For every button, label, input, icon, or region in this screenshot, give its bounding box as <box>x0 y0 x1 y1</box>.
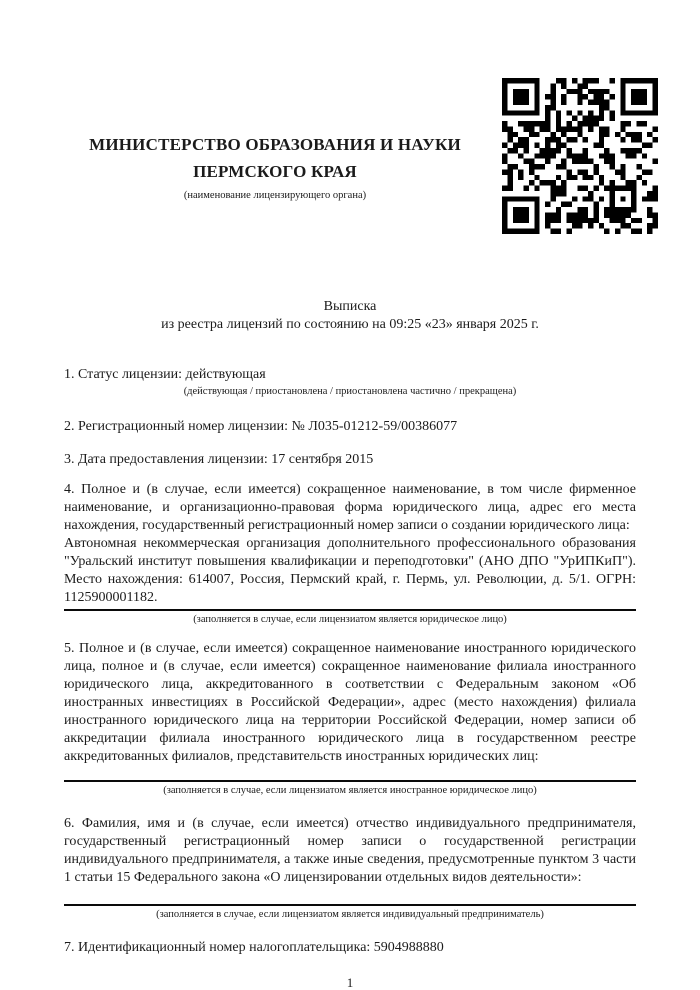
item-individual-entrepreneur <box>64 815 636 921</box>
item-license-status <box>64 366 636 398</box>
document-title-line1: Выписка <box>323 299 377 314</box>
ministry-name-line2: ПЕРМСКОГО КРАЯ <box>193 162 357 181</box>
ministry-note: (наименование лицензирующего органа) <box>183 190 367 201</box>
taxpayer-number-text: 7. Идентификационный номер налогоплательщика: 5904988880 <box>64 940 444 955</box>
item-foreign-entity <box>64 640 636 797</box>
item-taxpayer-number <box>64 939 636 957</box>
item-legal-entity <box>64 481 636 626</box>
foreign-entity-label: 5. Полное и (в случае, если имеется) сокращенное наименование иностранного юридического лица, полное и (в случае, если имеется) сокращенное наименование филиала иностранного юридического лица, аккредитованного в соответствии с Федеральным законом «Об иностранных инвестициях в Российской Федерации», адрес (место нахождения) филиала иностранного юридического лица на территории Российской Федерации, номер записи об аккредитации филиала иностранного юридического лица в государственном реестре аккредитованных филиалов, представительств иностранных юридических лиц: <box>64 641 636 764</box>
item-license-date <box>64 451 636 469</box>
legal-entity-value: Автономная некоммерческая организация дополнительного профессионального образования "Уральский институт повышения квалификации и переподготовки" (АНО ДПО "УрИПКиП"). Место нахождения: 614007, Россия, Пермский край, г. Пермь, ул. Революции, д. 5/1. ОГРН: 1125900001182. <box>64 536 636 605</box>
ministry-name-line1: МИНИСТЕРСТВО ОБРАЗОВАНИЯ И НАУКИ <box>89 135 461 154</box>
registration-number-text: 2. Регистрационный номер лицензии: № Л035-01212-59/00386077 <box>64 419 458 434</box>
document-title-line2: из реестра лицензий по состоянию на 09:25 «23» января 2025 г. <box>161 317 539 332</box>
foreign-entity-note: (заполняется в случае, если лицензиатом является иностранное юридическое лицо) <box>64 780 636 797</box>
document-title <box>64 298 636 334</box>
item-registration-number <box>64 418 636 436</box>
legal-entity-label: 4. Полное и (в случае, если имеется) сокращенное наименование, в том числе фирменное наименование, и организационно-правовая форма юридического лица, адрес его места нахождения, государственный регистрационный номер записи о создании юридического лица: <box>64 482 636 533</box>
license-status-text: 1. Статус лицензии: действующая <box>64 367 266 382</box>
individual-entrepreneur-label: 6. Фамилия, имя и (в случае, если имеется) отчество индивидуального предпринимателя, государственный регистрационный номер записи о государственной регистрации индивидуального предпринимателя, а также иные сведения, предусмотренные пунктом 3 части 1 статьи 15 Федерального закона «О лицензировании отдельных видов деятельности»: <box>64 816 636 885</box>
license-date-text: 3. Дата предоставления лицензии: 17 сентября 2015 <box>64 452 374 467</box>
individual-entrepreneur-note: (заполняется в случае, если лицензиатом является индивидуальный предприниматель) <box>64 904 636 921</box>
qr-code <box>502 78 658 234</box>
license-status-note: (действующая / приостановлена / приостановлена частично / прекращена) <box>183 386 517 397</box>
legal-entity-note: (заполняется в случае, если лицензиатом является юридическое лицо) <box>64 609 636 626</box>
ministry-header <box>58 131 492 202</box>
document-body <box>64 366 636 990</box>
page-number: 1 <box>346 975 354 990</box>
